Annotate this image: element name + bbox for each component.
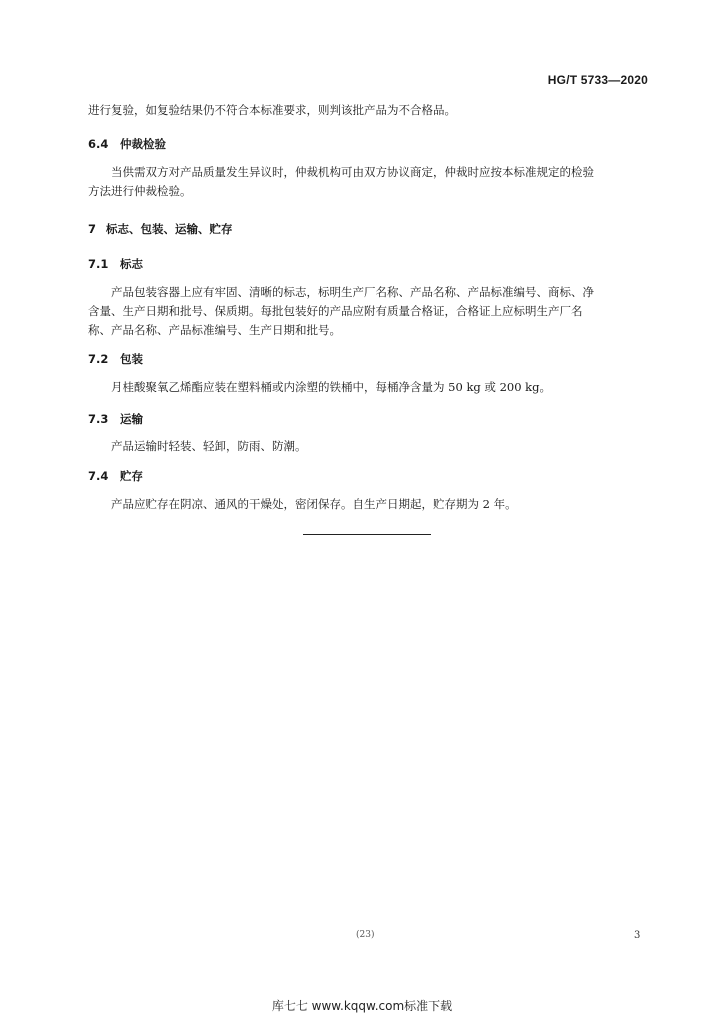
section-number: 7.1 — [88, 257, 109, 271]
end-of-standard-rule — [303, 534, 431, 535]
footer-watermark-text: 库七七 www.kqqw.com标准下载 — [271, 999, 453, 1013]
standard-code: HG/T 5733—2020 — [547, 73, 648, 87]
section-7-1-heading — [88, 256, 143, 272]
section-6-4-line-2: 方法进行仲裁检验。 — [88, 184, 192, 198]
continuation-paragraph: 进行复验，如复验结果仍不符合本标准要求，则判该批产品为不合格品。 — [88, 103, 456, 117]
section-7-3-heading — [88, 411, 143, 427]
section-number: 6.4 — [88, 137, 109, 151]
section-7-1-line-2: 含量、生产日期和批号、保质期。每批包装好的产品应附有质量合格证，合格证上应标明生产厂名 — [88, 304, 583, 318]
section-7-heading — [88, 221, 233, 237]
section-number: 7 — [88, 222, 97, 236]
section-7-4-text: 产品应贮存在阴凉、通风的干燥处，密闭保存。自生产日期起，贮存期为 2 年。 — [111, 497, 517, 511]
section-6-4-heading — [88, 136, 166, 152]
section-title: 标志 — [120, 257, 143, 271]
section-number: 7.2 — [88, 352, 109, 366]
section-title: 仲裁检验 — [120, 137, 166, 151]
section-7-1-line-3: 称、产品名称、产品标准编号、生产日期和批号。 — [88, 323, 341, 337]
section-number: 7.3 — [88, 412, 109, 426]
section-7-2-text: 月桂酸聚氧乙烯酯应装在塑料桶或内涂塑的铁桶中，每桶净含量为 50 kg 或 200 kg。 — [111, 380, 552, 394]
section-title: 包装 — [120, 352, 143, 366]
section-7-4-heading — [88, 468, 143, 484]
page-mark: (23) — [356, 930, 375, 940]
section-7-2-heading — [88, 351, 143, 367]
section-6-4-line-1: 当供需双方对产品质量发生异议时，仲裁机构可由双方协议商定，仲裁时应按本标准规定的检验 — [111, 165, 594, 179]
section-title: 贮存 — [120, 469, 143, 483]
section-title: 运输 — [120, 412, 143, 426]
section-title: 标志、包装、运输、贮存 — [106, 222, 233, 236]
page-number: 3 — [634, 930, 641, 941]
section-7-3-text: 产品运输时轻装、轻卸，防雨、防潮。 — [111, 439, 307, 453]
section-number: 7.4 — [88, 469, 109, 483]
section-7-1-line-1: 产品包装容器上应有牢固、清晰的标志，标明生产厂名称、产品名称、产品标准编号、商标、净 — [111, 285, 594, 299]
